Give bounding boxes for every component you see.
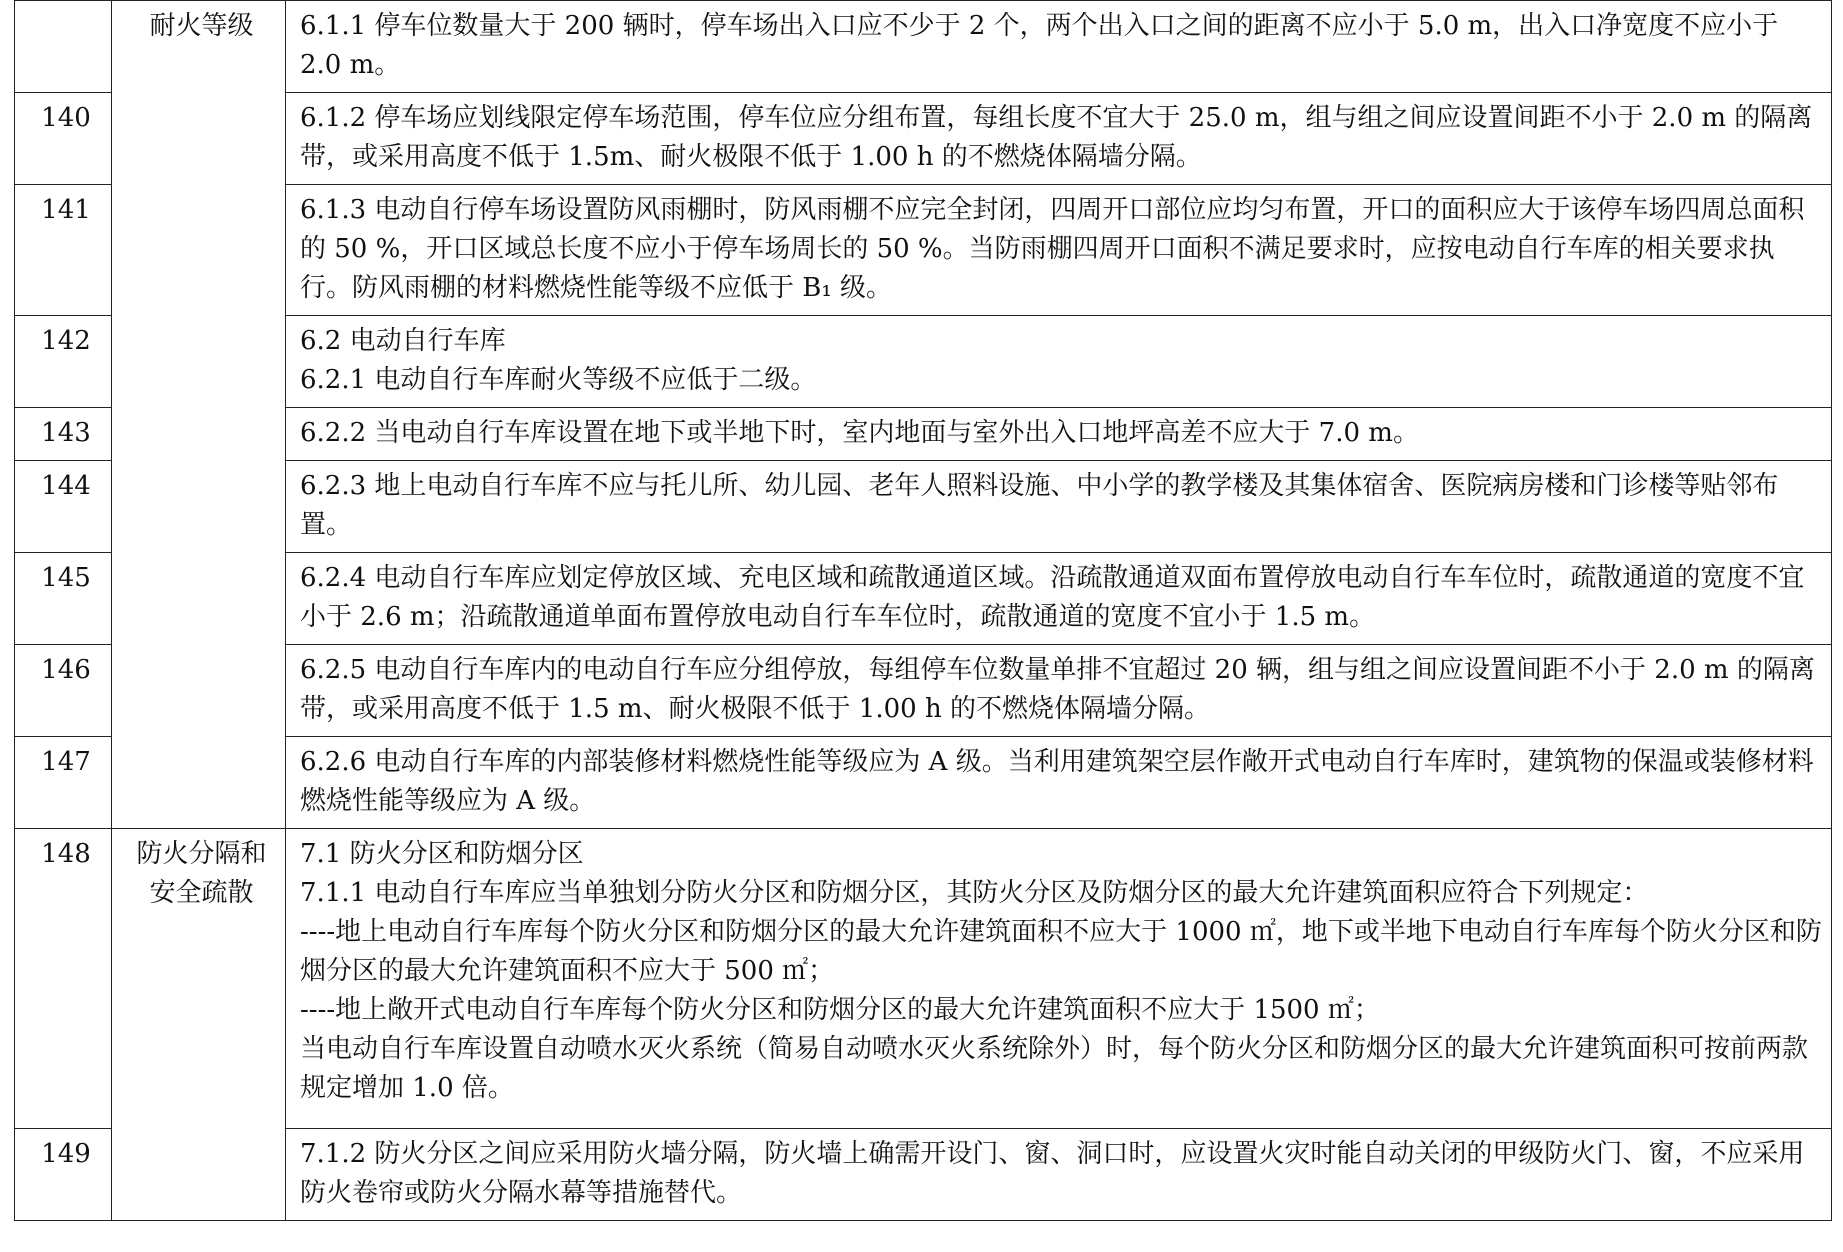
table-row [15, 645, 1832, 737]
table-row [15, 1, 1832, 93]
category-label: 耐火等级 [149, 11, 254, 41]
row-number: 149 [15, 1129, 112, 1221]
table-row [15, 829, 1832, 1129]
row-number: 145 [15, 553, 112, 645]
category-label: 防火分隔和 [136, 839, 267, 869]
table-row [15, 1129, 1832, 1221]
clause-line: 7.1.2 防火分区之间应采用防火墙分隔，防火墙上确需开设门、窗、洞口时，应设置火灾时能自动关闭的甲级防火门、窗，不应采用防火卷帘或防火分隔水幕等措施替代。 [300, 1139, 1805, 1208]
clause-line: 6.2.2 当电动自行车库设置在地下或半地下时，室内地面与室外出入口地坪高差不应大于 7.0 m。 [300, 418, 1419, 448]
clause-line: 6.2.6 电动自行车库的内部装修材料燃烧性能等级应为 A 级。当利用建筑架空层作敞开式电动自行车库时，建筑物的保温或装修材料燃烧性能等级应为 A 级。 [300, 747, 1814, 816]
table-row [15, 185, 1832, 316]
clause-line: 6.2.5 电动自行车库内的电动自行车应分组停放，每组停车位数量单排不宜超过 20 辆，组与组之间应设置间距不小于 2.0 m 的隔离带，或采用高度不低于 1.5 m、耐火极限不低于 1.00 h 的不燃烧体隔墙分隔。 [300, 655, 1815, 724]
row-number: 148 [15, 829, 112, 1129]
clause-line: ----地上敞开式电动自行车库每个防火分区和防烟分区的最大允许建筑面积不应大于 1500 ㎡； [300, 995, 1380, 1025]
table-row [15, 461, 1832, 553]
row-number: 141 [15, 185, 112, 316]
clause-line: ----地上电动自行车库每个防火分区和防烟分区的最大允许建筑面积不应大于 1000 ㎡，地下或半地下电动自行车库每个防火分区和防烟分区的最大允许建筑面积不应大于 500 ㎡； [300, 917, 1822, 986]
row-number: 147 [15, 737, 112, 829]
section-heading: 6.2 电动自行车库 [300, 326, 506, 356]
clause-line: 6.1.2 停车场应划线限定停车场范围，停车位应分组布置，每组长度不宜大于 25.0 m，组与组之间应设置间距不小于 2.0 m 的隔离带，或采用高度不低于 1.5m、耐火极限不低于 1.00 h 的不燃烧体隔墙分隔。 [300, 103, 1813, 172]
clause-text [286, 553, 1832, 645]
row-number: 140 [15, 93, 112, 185]
clause-line: 6.2.3 地上电动自行车库不应与托儿所、幼儿园、老年人照料设施、中小学的教学楼及其集体宿舍、医院病房楼和门诊楼等贴邻布置。 [300, 471, 1779, 540]
clause-text [286, 461, 1832, 553]
row-number: 143 [15, 408, 112, 461]
clause-line: 6.1.3 电动自行停车场设置防风雨棚时，防风雨棚不应完全封闭，四周开口部位应均匀布置，开口的面积应大于该停车场四周总面积的 50 %，开口区域总长度不应小于停车场周长的 50 %。当防雨棚四周开口面积不满足要求时，应按电动自行车库的相关要求执行。防风雨棚的材料燃烧性能等级不应低于 B₁ 级。 [300, 195, 1805, 303]
clause-text [286, 737, 1832, 829]
clause-line: 6.2.4 电动自行车库应划定停放区域、充电区域和疏散通道区域。沿疏散通道双面布置停放电动自行车车位时，疏散通道的宽度不宜小于 2.6 m；沿疏散通道单面布置停放电动自行车车位时，疏散通道的宽度不宜小于 1.5 m。 [300, 563, 1805, 632]
table-row [15, 737, 1832, 829]
document-page [14, 0, 1832, 1221]
clause-text [286, 829, 1832, 1129]
clause-text [286, 1, 1832, 93]
table-row [15, 93, 1832, 185]
clause-line: 6.1.1 停车位数量大于 200 辆时，停车场出入口应不少于 2 个，两个出入口之间的距离不应小于 5.0 m，出入口净宽度不应小于 2.0 m。 [300, 11, 1779, 80]
category-fire-rating [112, 1, 286, 829]
table-row [15, 408, 1832, 461]
row-number [15, 1, 112, 93]
clause-text [286, 185, 1832, 316]
category-fire-separation [112, 829, 286, 1221]
clause-line: 6.2.1 电动自行车库耐火等级不应低于二级。 [300, 365, 817, 395]
clause-line: 7.1.1 电动自行车库应当单独划分防火分区和防烟分区，其防火分区及防烟分区的最大允许建筑面积应符合下列规定： [300, 878, 1649, 908]
spec-table [14, 0, 1832, 1221]
row-number: 144 [15, 461, 112, 553]
row-number: 142 [15, 316, 112, 408]
row-number: 146 [15, 645, 112, 737]
clause-text [286, 408, 1832, 461]
clause-text [286, 316, 1832, 408]
clause-text [286, 645, 1832, 737]
section-heading: 7.1 防火分区和防烟分区 [300, 839, 584, 869]
category-label: 安全疏散 [149, 878, 254, 908]
table-row [15, 553, 1832, 645]
clause-text [286, 93, 1832, 185]
clause-text [286, 1129, 1832, 1221]
table-row [15, 316, 1832, 408]
clause-line: 当电动自行车库设置自动喷水灭火系统（简易自动喷水灭火系统除外）时，每个防火分区和防烟分区的最大允许建筑面积可按前两款规定增加 1.0 倍。 [300, 1034, 1809, 1103]
